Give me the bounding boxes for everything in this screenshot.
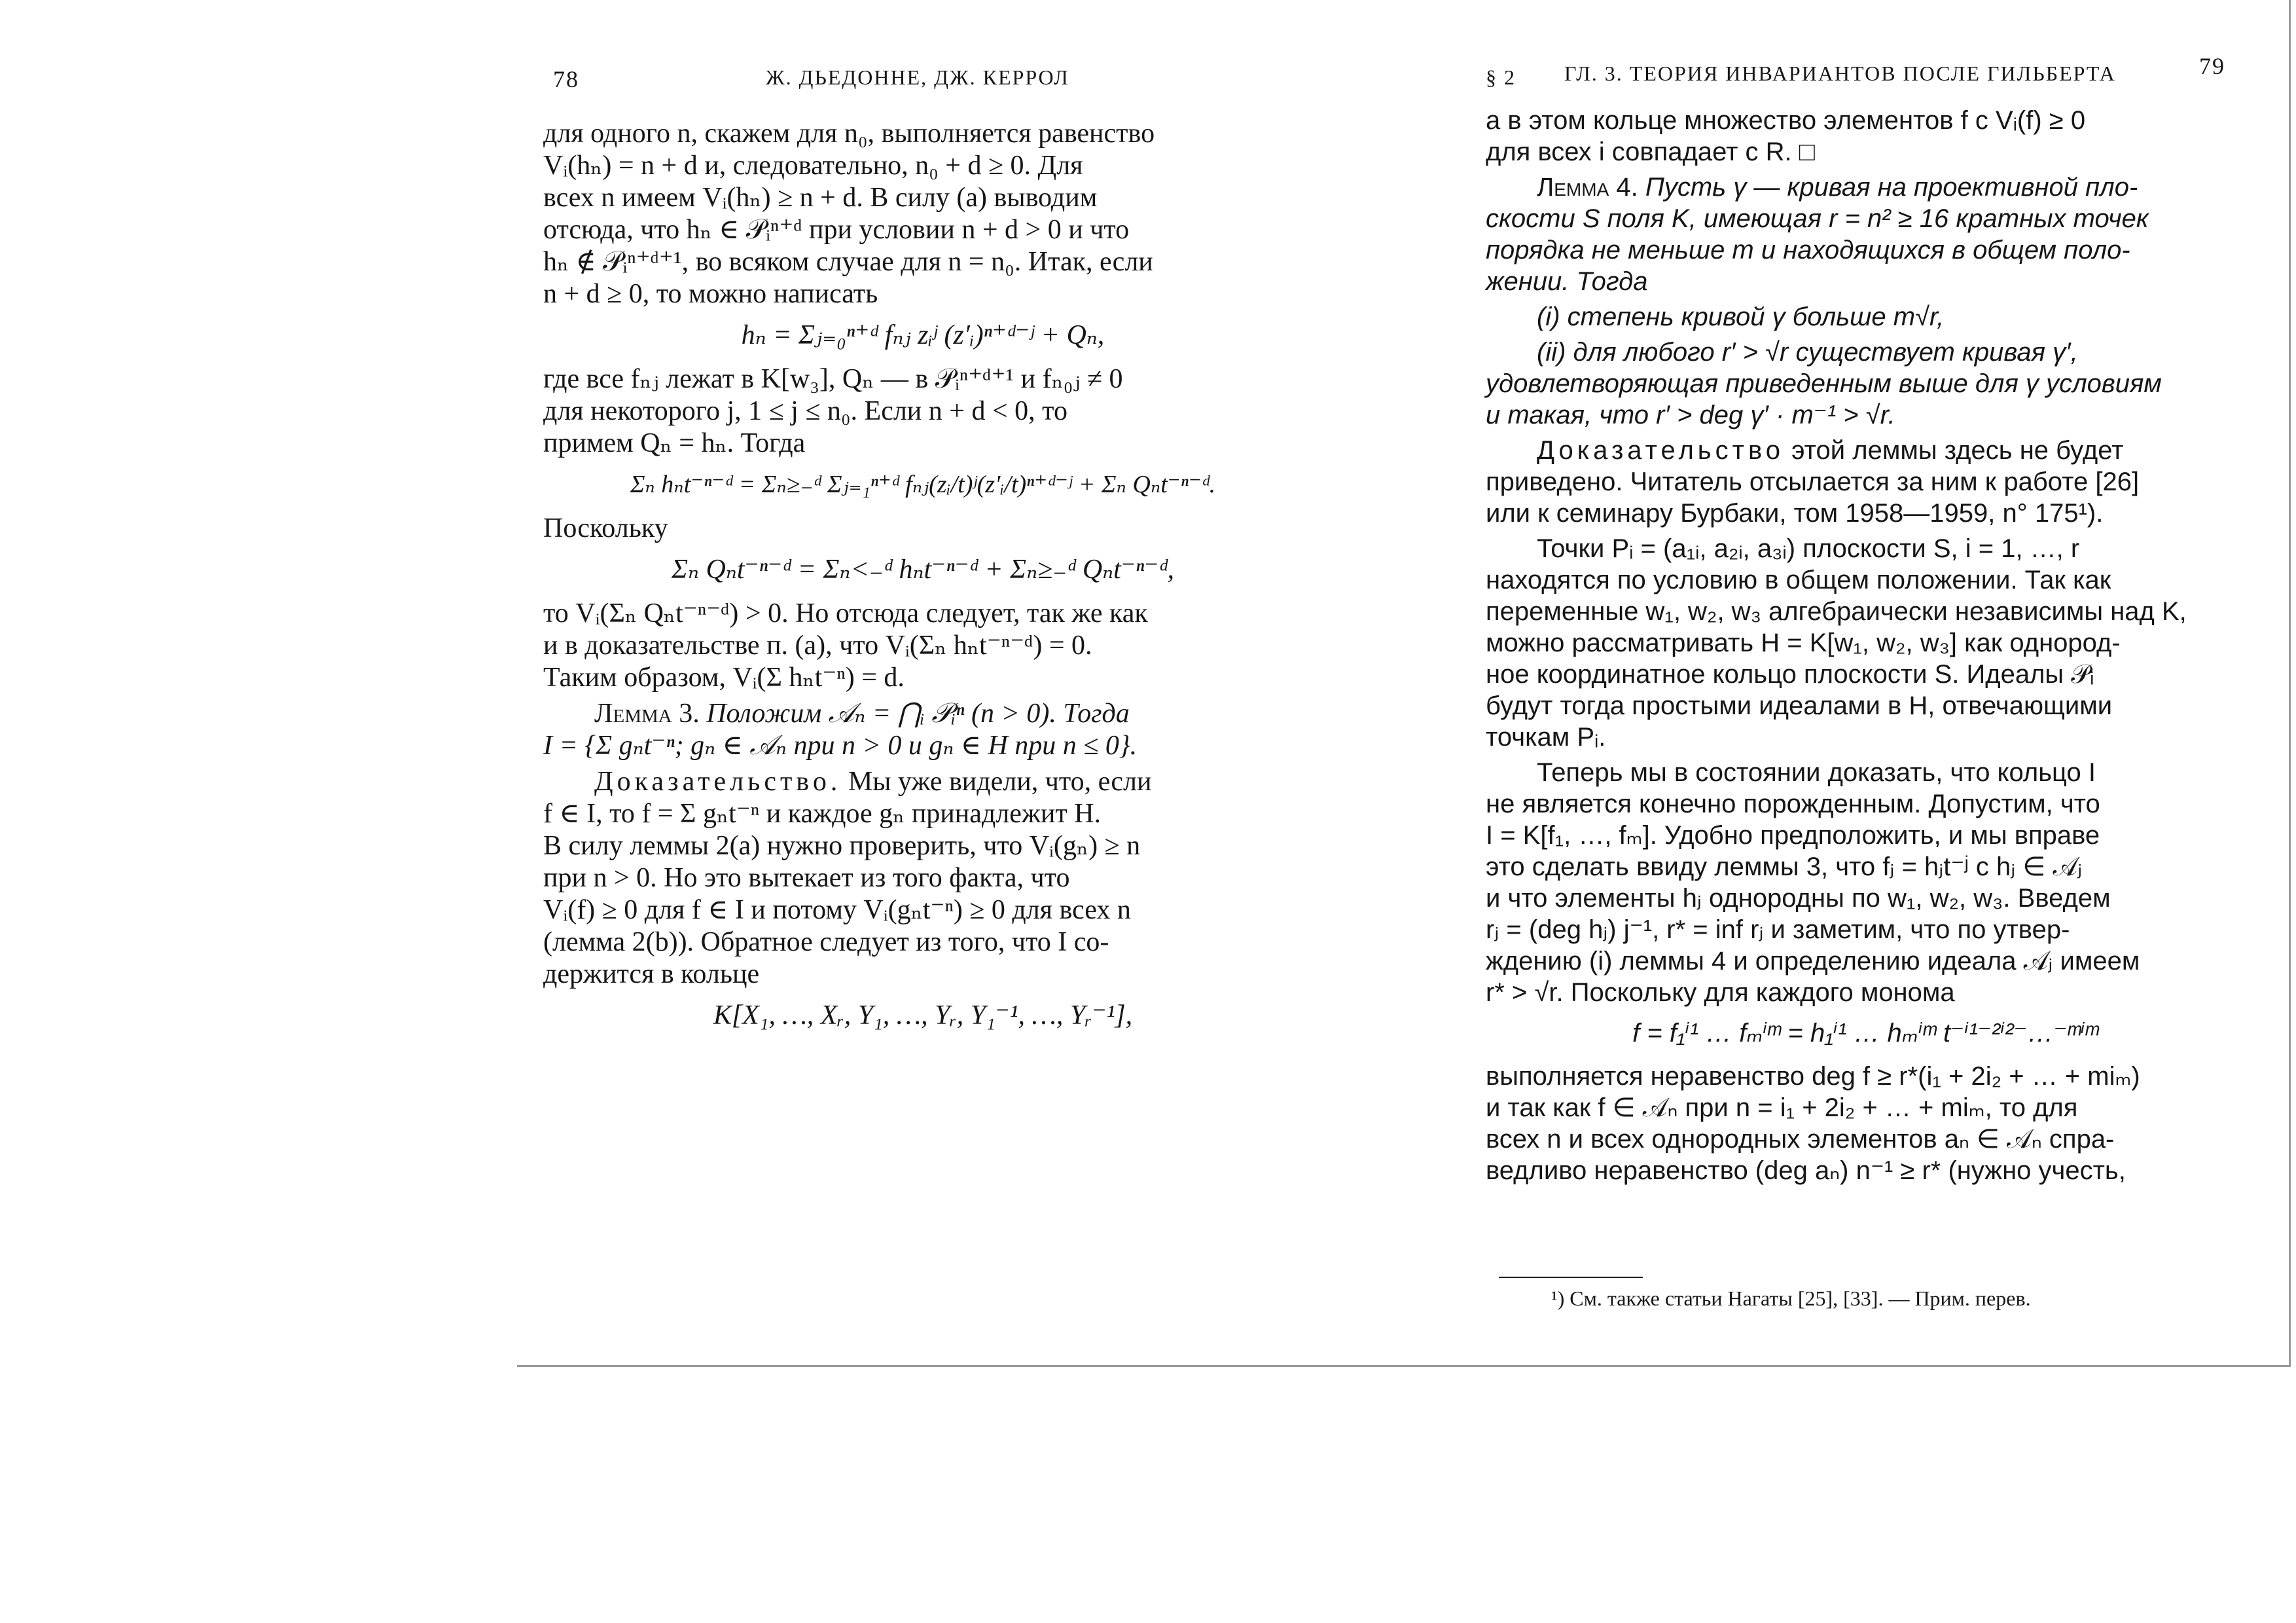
running-head-authors: Ж. ДЬЕДОННЕ, ДЖ. КЕРРОЛ [766, 65, 1069, 89]
proof-paragraph [543, 766, 1302, 991]
proof-paragraph [1486, 435, 2245, 529]
left-page [524, 0, 1302, 1368]
lemma-heading: Лемма 3. [594, 699, 700, 729]
right-running-head [1486, 53, 2245, 105]
paragraph: Теперь мы в состоянии доказать, что кольцо I не является конечно порожденным. Допустим, что I = K[f₁, …, fₘ]. Удобно предположить, и мы вправе это сделать ввиду леммы 3, что fⱼ = hⱼt⁻ʲ с hⱼ ∈ 𝒜ⱼ и что элементы hⱼ однородны по w₁, w₂, w₃. Введем rⱼ = (deg hⱼ) j⁻¹, r* = inf rⱼ и заметим, что по утвер- ждению (i) леммы 4 и определению идеала 𝒜ⱼ имеем r* > √r. Поскольку для каждого монома [1486, 758, 2140, 1007]
paragraph: Точки Pᵢ = (a₁ᵢ, a₂ᵢ, a₃ᵢ) плоскости S, i = 1, …, r находятся по условию в общем положении. Так как переменные w₁, w₂, w₃ алгебраически независимы над K, можно рассматривать H = K[w₁, w₂, w₃] как однород- ное координатное кольцо плоскости S. Идеалы 𝒫ᵢ будут тогда простыми идеалами в H, отвечающими точкам Pᵢ. [1486, 534, 2187, 752]
scan-right-edge [2289, 0, 2291, 1367]
formula: Σₙ hₙt⁻ⁿ⁻ᵈ = Σₙ≥₋ᵈ Σⱼ₌₁ⁿ⁺ᵈ fₙⱼ(zᵢ/t)ʲ(z′ᵢ/t)ⁿ⁺ᵈ⁻ʲ + Σₙ Qₙt⁻ⁿ⁻ᵈ. [630, 471, 1216, 498]
formula: hₙ = Σⱼ₌₀ⁿ⁺ᵈ fₙⱼ zᵢʲ (z′ᵢ)ⁿ⁺ᵈ⁻ʲ + Qₙ, [741, 320, 1105, 350]
lemma-item-i: (i) степень кривой γ больше m√r, [1537, 302, 1945, 331]
paragraph: для одного n, скажем для n₀, выполняется равенство Vᵢ(hₙ) = n + d и, следовательно, n₀ + d ≥ 0. Для всех n имеем Vᵢ(hₙ) ≥ n + d. В силу (а) выводим отсюда, что hₙ ∈ 𝒫ᵢⁿ⁺ᵈ при условии n + d > 0 и что hₙ ∉ 𝒫ᵢⁿ⁺ᵈ⁺¹, во всяком случае для n = n₀. Итак, если n + d ≥ 0, то можно написать [543, 119, 1155, 309]
formula: K[X₁, …, Xᵣ, Y₁, …, Yᵣ, Y₁⁻¹, …, Yᵣ⁻¹], [713, 1000, 1133, 1030]
footnote-rule [1499, 1277, 1643, 1278]
left-body-text [543, 118, 1302, 1044]
proof-heading: Доказательство. [594, 767, 842, 797]
footnote: ¹) См. также статьи Нагаты [25], [33]. — Прим. перев. [1551, 1286, 2031, 1310]
page-number-left: 78 [553, 66, 579, 92]
paragraph: то Vᵢ(Σₙ Qₙt⁻ⁿ⁻ᵈ) > 0. Но отсюда следует, так же как и в доказательстве п. (а), что Vᵢ(Σₙ hₙt⁻ⁿ⁻ᵈ) = 0. Таким образом, Vᵢ(Σ hₙt⁻ⁿ) = d. [543, 598, 1148, 693]
paragraph: выполняется неравенство deg f ≥ r*(i₁ + 2i₂ + … + miₘ) и так как f ∈ 𝒜ₙ при n = i₁ + 2i₂ + … + miₘ, то для всех n и всех однородных элементов aₙ ∈ 𝒜ₙ спра- ведливо неравенство (deg aₙ) n⁻¹ ≥ r* (нужно учесть, [1486, 1062, 2140, 1185]
paragraph: а в этом кольце множество элементов f с Vᵢ(f) ≥ 0 для всех i совпадает с R. □ [1486, 106, 2086, 166]
lemma-4 [1486, 172, 2245, 297]
formula: Σₙ Qₙt⁻ⁿ⁻ᵈ = Σₙ<₋ᵈ hₙt⁻ⁿ⁻ᵈ + Σₙ≥₋ᵈ Qₙt⁻ⁿ⁻ᵈ, [672, 555, 1174, 585]
proof-heading: Доказательство [1537, 436, 1785, 465]
paragraph: Поскольку [543, 513, 668, 543]
right-body-text [1486, 105, 2245, 1190]
formula: f = f₁ⁱ¹ … fₘⁱᵐ = h₁ⁱ¹ … hₘⁱᵐ t⁻ⁱ¹⁻²ⁱ²⁻…⁻ᵐⁱᵐ [1632, 1019, 2098, 1048]
right-page [1486, 0, 2245, 1368]
section-mark: § 2 [1486, 65, 1516, 89]
lemma-statement: Пусть γ — кривая на проективной пло- скости S поля K, имеющая r = n² ≥ 16 кратных точек порядка не меньше m и находящихся в общем поло- жении. Тогда [1486, 173, 2149, 296]
lemma-statement: Положим 𝒜ₙ = ⋂ᵢ 𝒫ᵢⁿ (n > 0). Тогда I = {Σ gₙt⁻ⁿ; gₙ ∈ 𝒜ₙ при n > 0 и gₙ ∈ H при n ≤ 0}. [543, 699, 1138, 761]
lemma-item-ii: (ii) для любого r′ > √r существует кривая γ′, удовлетворяющая приведенным выше для γ условиям и такая, что r′ > deg γ′ · m⁻¹ > √r. [1486, 338, 2162, 429]
proof-text: этой леммы здесь не будет приведено. Читатель отсылается за ним к работе [26] или к семинару Бурбаки, том 1958—1959, n° 175¹). [1486, 436, 2140, 528]
proof-text: Мы уже видели, что, если f ∈ I, то f = Σ gₙt⁻ⁿ и каждое gₙ принадлежит H. В силу леммы 2(а) нужно проверить, что Vᵢ(gₙ) ≥ n при n > 0. Но это вытекает из того факта, что Vᵢ(f) ≥ 0 для f ∈ I и потому Vᵢ(gₙt⁻ⁿ) ≥ 0 для всех n (лемма 2(b)). Обратное следует из того, что I со- держится в кольце [543, 767, 1152, 989]
left-running-head [524, 65, 1302, 105]
running-head-chapter: ГЛ. 3. ТЕОРИЯ ИНВАРИАНТОВ ПОСЛЕ ГИЛЬБЕРТА [1564, 62, 2116, 85]
lemma-heading: Лемма 4. [1537, 173, 1638, 202]
lemma-3 [543, 698, 1302, 762]
page-number-right: 79 [2199, 53, 2225, 79]
paragraph: где все fₙⱼ лежат в K[w₃], Qₙ — в 𝒫ᵢⁿ⁺ᵈ⁺¹ и fₙ₀ⱼ ≠ 0 для некоторого j, 1 ≤ j ≤ n₀. Если n + d < 0, то примем Qₙ = hₙ. Тогда [543, 364, 1123, 458]
